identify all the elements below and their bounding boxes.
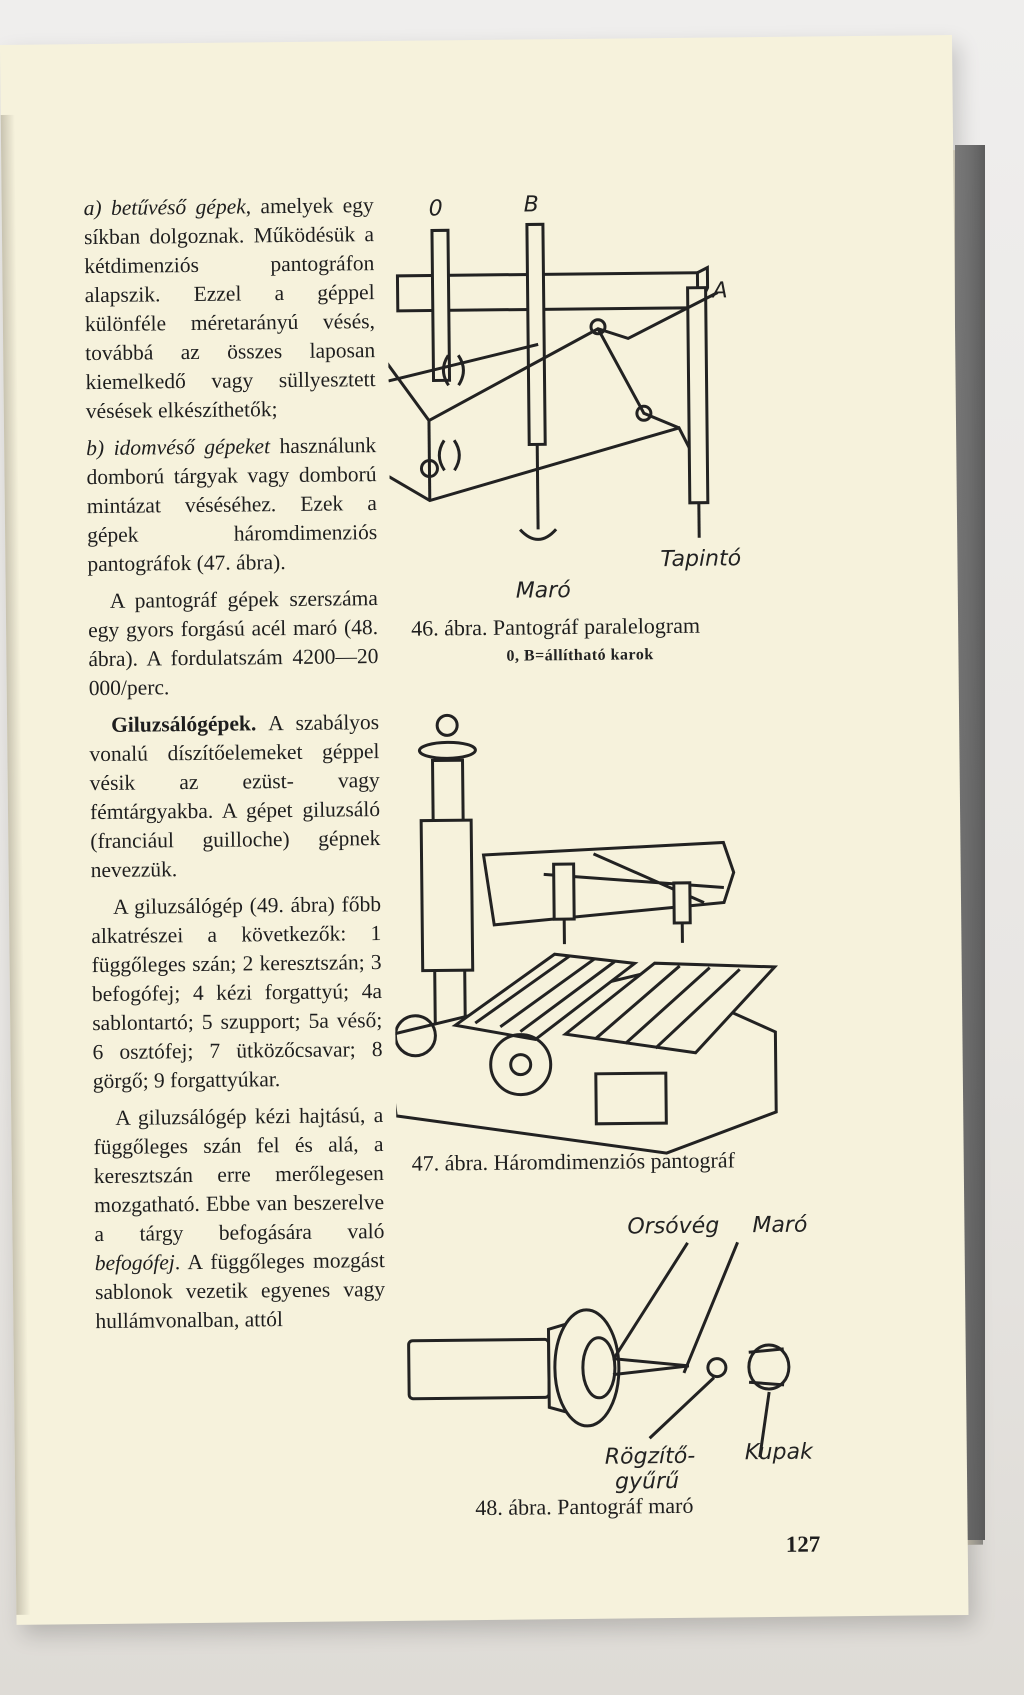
label-tapinto: Tapintó [660,546,742,573]
term-betuveso: a) betűvéső gépek [83,194,246,221]
paragraph-betuveso [84,191,376,426]
label-kupak: Kupak [744,1439,813,1466]
paragraph-szerszam: A pantográf gépek szerszáma egy gyors forgású acél maró (48. ábra). A fordulatszám 4200—20 000/perc. [88,586,379,701]
label-orsoveg: Orsóvég [627,1213,720,1240]
term-befogofej: befogófej [94,1250,175,1276]
page-number: 127 [785,1531,821,1557]
term-idomveso: b) idomvéső gépeket [86,434,271,461]
figure-47-3d-pantograph [392,702,817,1171]
paragraph-kezi-hajtas [93,1101,385,1336]
figure-48-pantograph-cutter [397,1196,830,1520]
figure-46-pantograph-parallelogram [387,187,811,621]
figure-46-caption: 46. ábra. Pantográf paralelogram [410,612,701,641]
paragraph-text: , amelyek egy síkban dolgoznak. Működésük a kétdimenziós pantográfon alapszik. Ezzel a géppel különféle méretarányú vésés, továbbá az összes laposan kiemelkedő vagy süllyesztett vésések elkészíthetők; [83,193,376,424]
figure-46-subcaption: 0, B=állítható karok [506,646,654,665]
paragraph-text: használunk domború tárgyak vagy domború mintázat véséséhez. Ezek a gépek háromdimenziós pantográfok (47. ábra). [86,433,378,577]
figure-48-caption: 48. ábra. Pantográf maró [475,1492,694,1521]
label-a: A [712,278,728,304]
book-page [0,35,968,1625]
paragraph-text: A giluzsálógép kézi hajtású, a függőleges szán fel és alá, a keresztszán erre merőlegesen mozgatható. Ebbe van beszerelve a tárgy befogására való [93,1103,385,1247]
paragraph-idomveso [86,431,378,579]
label-maro: Maró [515,578,571,604]
paragraph-text: . A függőleges mozgást sablonok vezetik egyenes vagy hullámvonalban, attól [94,1248,386,1334]
paragraph-giluzsalo [89,708,381,885]
figure-47-caption: 47. ábra. Háromdimenziós pantográf [411,1147,736,1176]
term-giluzsalogepek: Giluzsálógépek. [110,711,257,737]
paragraph-alkatreszek: A giluzsálógép (49. ábra) főbb alkatrészei a következők: 1 függőleges szán; 2 keresztszán; 3 befogófej; 4 kézi forgattyú; 4a sablontartó; 5 szupport; 5a véső; 6 osztófej; 7 ütközőcsavar; 8 görgő; 9 forgattyúkar. [91,892,383,1094]
label-o: 0 [428,196,443,222]
label-gyuru: gyűrű [614,1468,680,1495]
label-maro: Maró [752,1212,808,1239]
label-b: B [523,192,539,218]
body-text-column [84,191,386,1344]
label-rogzito: Rögzítő- [604,1443,696,1470]
paragraph-text: A szabályos vonalú díszítőelemeket géppel vésik az ezüst- vagy fémtárgyakba. A gépet giluzsáló (franciául guilloche) gépnek nevezzük. [89,710,381,883]
